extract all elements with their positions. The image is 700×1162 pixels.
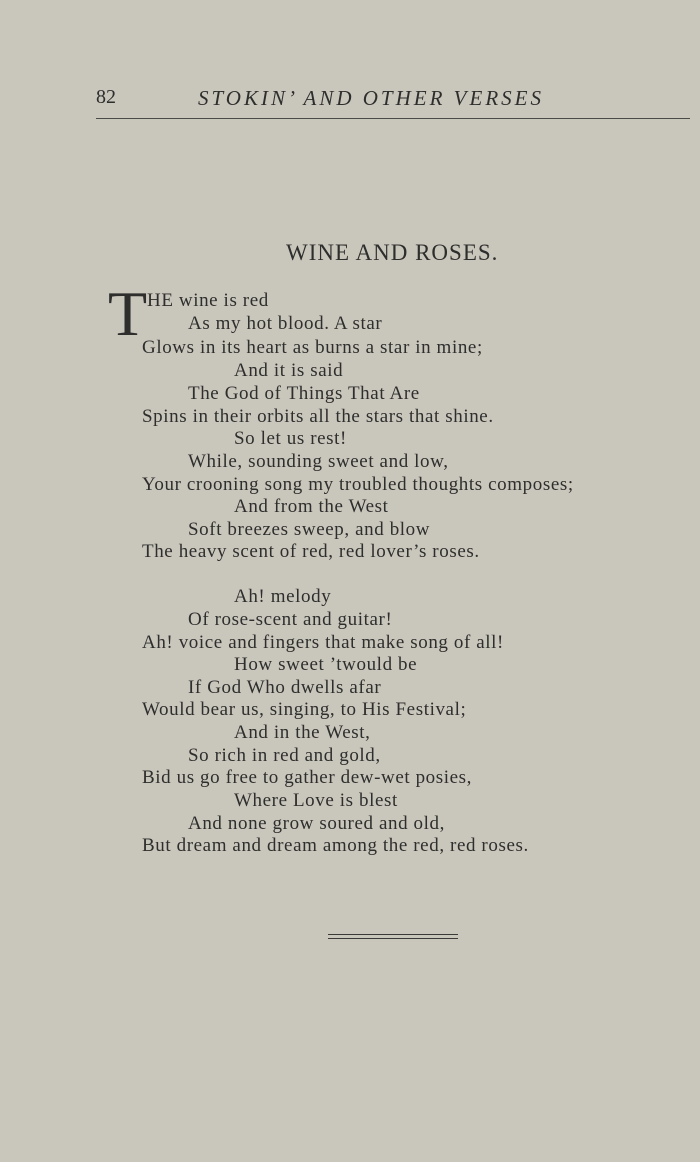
poem-line: And it is said	[234, 360, 344, 381]
poem-line: Ah! melody	[234, 586, 332, 607]
poem-line: The God of Things That Are	[188, 383, 420, 404]
poem-line: But dream and dream among the red, red roses.	[142, 835, 529, 856]
poem-line: Bid us go free to gather dew-wet posies,	[142, 767, 473, 788]
poem-line: Where Love is blest	[234, 790, 398, 811]
poem-line: So rich in red and gold,	[188, 745, 381, 766]
poem-line: Soft breezes sweep, and blow	[188, 519, 431, 540]
end-rule	[328, 938, 458, 939]
poem-line: Spins in their orbits all the stars that shine.	[142, 406, 494, 427]
running-title: STOKIN’ AND OTHER VERSES	[198, 86, 544, 110]
poem-line: The heavy scent of red, red lover’s roses.	[142, 541, 480, 562]
page-header	[96, 84, 696, 118]
poem-line: And none grow soured and old,	[188, 813, 445, 834]
poem-line: HE wine is red	[147, 290, 269, 311]
poem-line: Of rose-scent and guitar!	[188, 609, 393, 630]
poem-line: As my hot blood. A star	[188, 313, 383, 334]
poem-line: And in the West,	[234, 722, 371, 743]
poem-title: WINE AND ROSES.	[286, 240, 499, 265]
poem-line: Your crooning song my troubled thoughts composes;	[142, 474, 574, 495]
poem-line: Glows in its heart as burns a star in mine;	[142, 337, 483, 358]
poem-line: Would bear us, singing, to His Festival;	[142, 699, 467, 720]
poem-line: How sweet ’twould be	[234, 654, 418, 675]
header-rule	[96, 118, 690, 119]
poem-line: So let us rest!	[234, 428, 347, 449]
poem-line: Ah! voice and fingers that make song of all!	[142, 632, 504, 653]
poem-line: While, sounding sweet and low,	[188, 451, 449, 472]
end-rule	[328, 934, 458, 935]
drop-cap: T	[108, 278, 148, 349]
poem-line: And from the West	[234, 496, 389, 517]
poem-line: If God Who dwells afar	[188, 677, 382, 698]
page-number: 82	[96, 86, 116, 108]
